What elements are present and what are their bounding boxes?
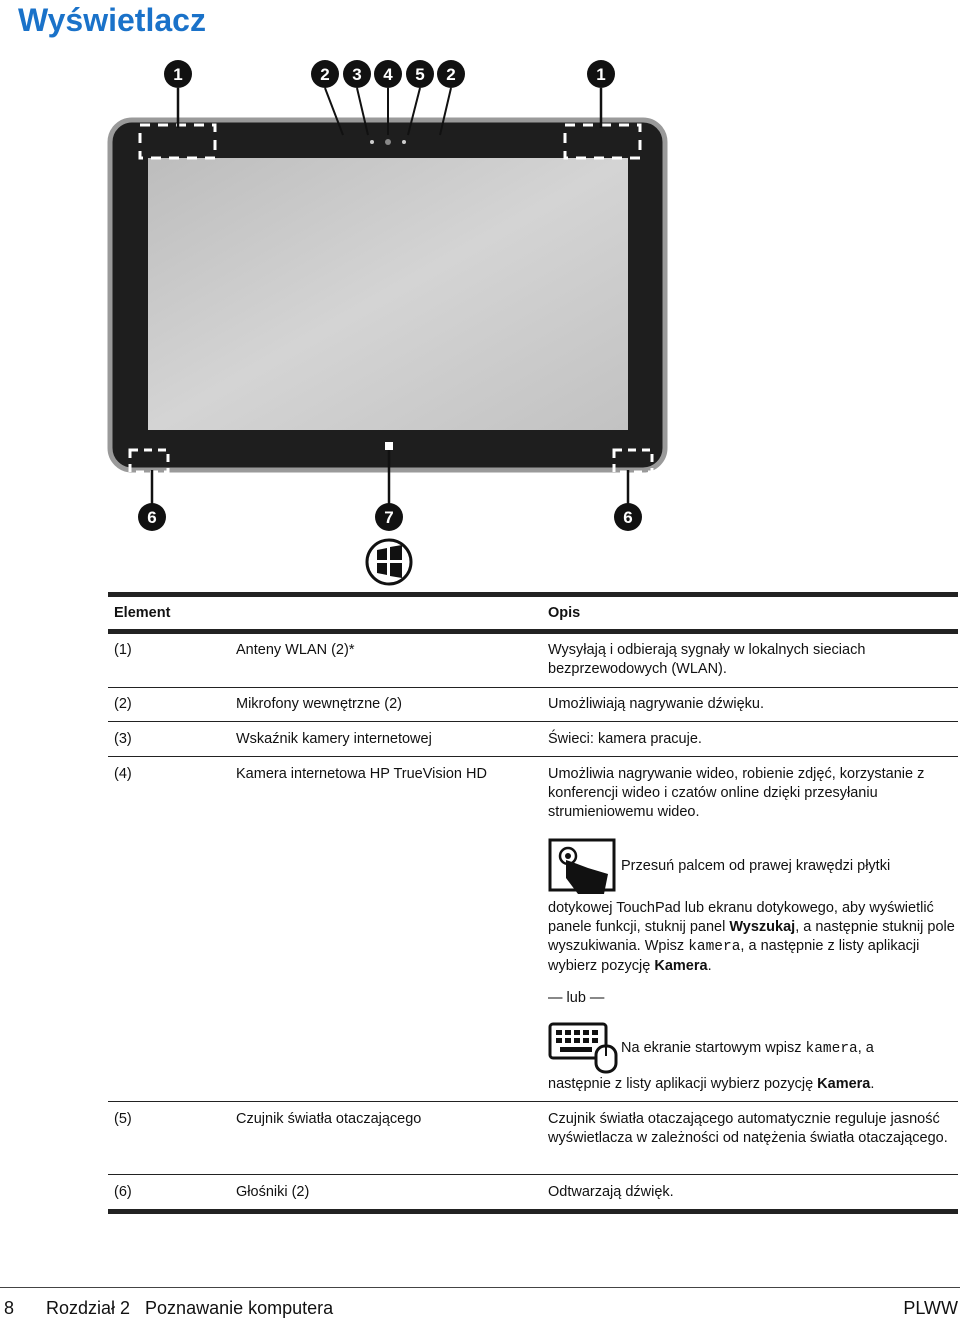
svg-text:2: 2 [320,65,330,84]
or-separator: — lub — [548,990,605,1006]
tablet-screen [148,158,628,430]
svg-text:4: 4 [383,65,393,84]
svg-text:2: 2 [446,65,456,84]
keyboard-instruction: następnie z listy aplikacji wybierz pozycję Kamera. [548,1076,875,1092]
chapter-title: Rozdział 2 Poznawanie komputera [46,1298,334,1318]
table-top-rule [108,592,958,597]
svg-text:1: 1 [596,65,606,84]
svg-text:3: 3 [352,65,362,84]
page-title: Wyświetlacz [18,2,206,38]
touch-instruction-line: Przesuń palcem od prawej krawędzi płytki [621,858,891,874]
keyboard-instruction-line: Na ekranie startowym wpisz kamera, a [621,1040,874,1057]
windows-button-mark [385,442,393,450]
table-bottom-rule [108,1209,958,1214]
svg-text:5: 5 [415,65,425,84]
windows-logo-icon [367,540,411,584]
touch-gesture-icon [548,838,618,896]
touch-instruction: dotykowej TouchPad lub ekranu dotykowego, aby wyświetlić panele funkcji, stuknij panel Wyszukaj, a następnie stuknij pole wyszukiwania. Wpisz kamera, a następnie z listy aplikacji wybierz pozycję Kamera. [548,900,955,974]
keyboard-mouse-icon [548,1022,620,1074]
svg-text:6: 6 [147,508,157,527]
svg-text:6: 6 [623,508,633,527]
svg-text:7: 7 [384,508,394,527]
callout-label: 1 [173,65,183,84]
tablet-display-illustration [0,50,960,590]
footer-rule [0,1287,960,1288]
page-number: 8 [4,1298,15,1318]
footer-right-label: PLWW [903,1298,958,1318]
